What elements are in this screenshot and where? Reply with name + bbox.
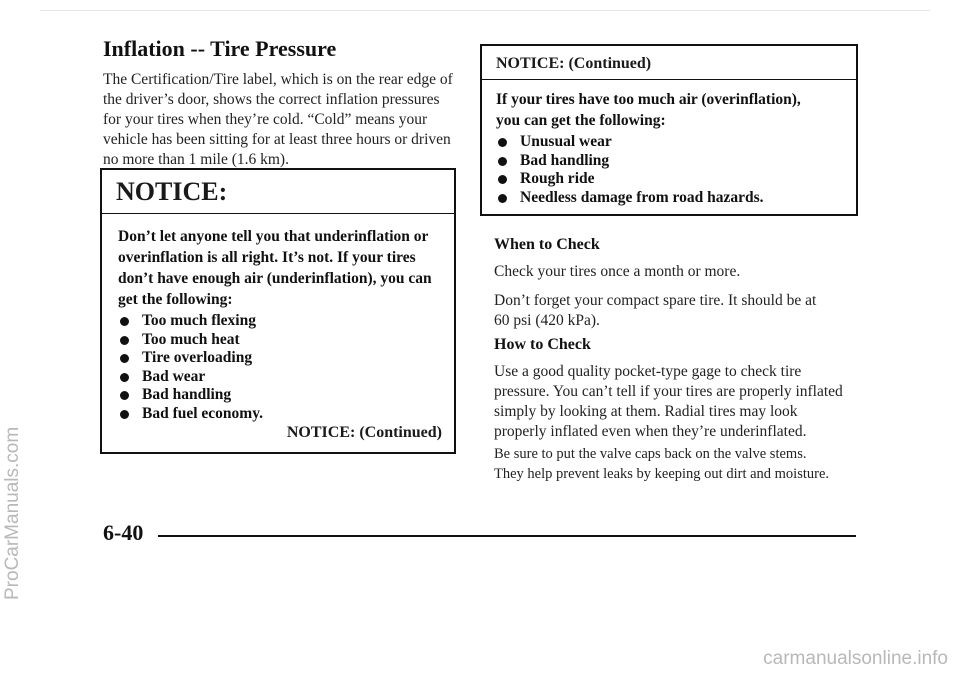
side-watermark: ProCarManuals.com: [2, 426, 23, 600]
list-item: Tire overloading: [118, 349, 454, 368]
notice-title: NOTICE:: [116, 177, 228, 206]
page-heading: Inflation -- Tire Pressure: [103, 36, 337, 61]
bullet-icon: [498, 175, 507, 184]
list-item: Bad handling: [496, 152, 856, 171]
list-item: Bad fuel economy.: [118, 405, 454, 424]
page-number: 6-40: [103, 520, 144, 545]
bullet-icon: [120, 391, 129, 400]
notice-bullet-list: [118, 312, 454, 423]
bullet-icon: [498, 194, 507, 203]
how-paragraph-2: Be sure to put the valve caps back on the valve stems. They help prevent leaks by keeping out dirt and moisture.: [494, 446, 830, 482]
how-to-check-heading: How to Check: [494, 336, 591, 353]
list-item: Too much heat: [118, 331, 454, 350]
bullet-icon: [120, 317, 129, 326]
notice-continued-title: NOTICE: (Continued): [496, 55, 652, 72]
list-item: Too much flexing: [118, 312, 454, 331]
how-paragraph-1: Use a good quality pocket-type gage to check tire pressure. You can’t tell if your tires are properly inflated simply by looking at them. Radial tires may look properly inflated even when they’re underinflated.: [494, 363, 843, 440]
when-to-check-heading: When to Check: [494, 236, 600, 253]
when-paragraph-2: Don’t forget your compact spare tire. It should be at 60 psi (420 kPa).: [494, 292, 817, 329]
list-item: Rough ride: [496, 170, 856, 189]
intro-paragraph: The Certification/Tire label, which is on the rear edge of the driver’s door, shows the correct inflation pressures for your tires when they’re cold. “Cold” means your vehicle has been sitting for at least three hours or driven no more than 1 mile (1.6 km).: [103, 71, 453, 168]
notice-box-right: [480, 44, 858, 216]
bullet-icon: [120, 373, 129, 382]
list-item: Bad handling: [118, 386, 454, 405]
notice-body: If your tires have too much air (overinflation), you can get the following:: [496, 91, 801, 129]
bullet-icon: [498, 157, 507, 166]
list-item: Bad wear: [118, 368, 454, 387]
bullet-icon: [498, 138, 507, 147]
when-paragraph-1: Check your tires once a month or more.: [494, 263, 741, 280]
list-item: Unusual wear: [496, 133, 856, 152]
list-item: Needless damage from road hazards.: [496, 189, 856, 208]
bullet-icon: [120, 354, 129, 363]
bottom-watermark: carmanualsonline.info: [763, 648, 948, 669]
notice-box-left: [100, 168, 456, 454]
notice-bullet-list: [496, 133, 856, 207]
notice-body: Don’t let anyone tell you that underinflation or overinflation is all right. It’s not. If your tires don’t have enough air (underinflation), you can get the following:: [118, 228, 432, 308]
bullet-icon: [120, 410, 129, 419]
footer-rule: [158, 535, 856, 537]
bullet-icon: [120, 336, 129, 345]
notice-continued-label: NOTICE: (Continued): [286, 424, 442, 441]
